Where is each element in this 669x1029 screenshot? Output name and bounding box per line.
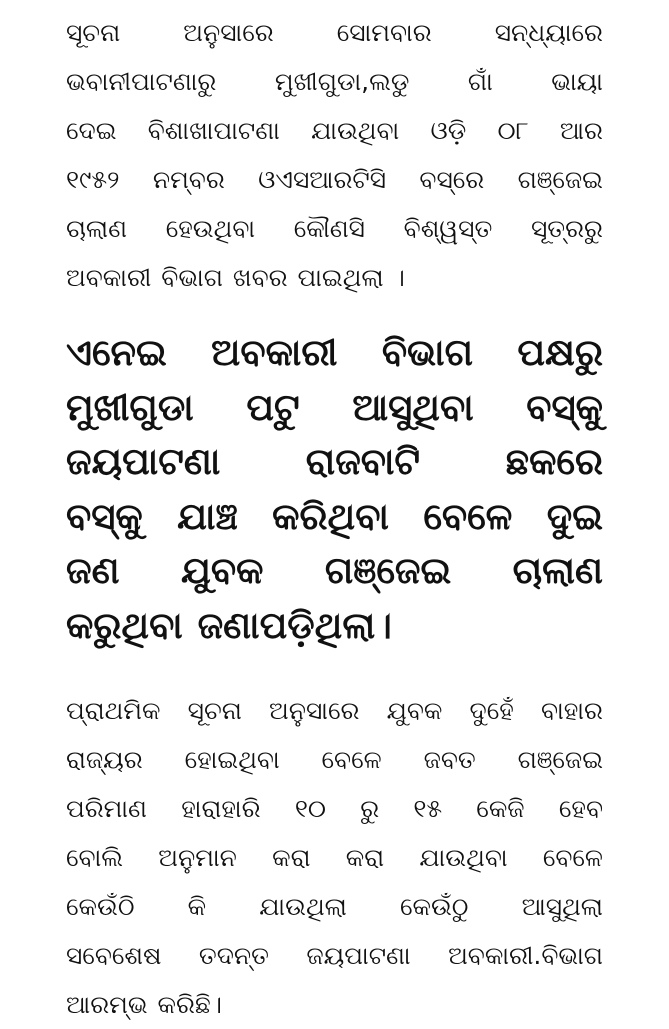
paragraph-line: ଅବକାରୀ ବିଭାଗ ଖବର ପାଇଥିଲା । bbox=[66, 263, 405, 292]
paragraph-line: ୧୯୫୨ ନମ୍ବର ଓଏସଆରଟିସି ବସ୍‌ରେ ଗଞ୍ଜେଇ bbox=[66, 165, 603, 194]
paragraph-line: ବୋଲି ଅନୁମାନ କରା କରା ଯାଉଥିବା ବେଳେ bbox=[66, 843, 603, 872]
paragraph-line: ଭବାନୀପାଟଣାରୁ ମୁଖୀଗୁଡା,ଲଡୁ ଗାଁ ଭାୟା bbox=[66, 67, 603, 96]
paragraph-line: ଚାଲାଣ ହେଉଥିବା କୌଣସି ବିଶ୍ୱସ୍ତ ସୂତ୍ରରୁ bbox=[66, 214, 603, 243]
paragraph-line: ଆରମ୍ଭ କରିଛି। bbox=[66, 990, 222, 1019]
paragraph-line: ବସ୍‌କୁ ଯାଞ୍ଚ କରିଥିବା ବେଳେ ଦୁଇ bbox=[66, 494, 603, 538]
paragraph-line: ଜଣ ଯୁବକ ଗଞ୍ଜେଇ ଚାଲାଣ bbox=[66, 549, 603, 592]
paragraph-2-highlight bbox=[66, 326, 603, 653]
paragraph-line: ଏନେଇ ଅବକାରୀ ବିଭାଗ ପକ୍ଷରୁ bbox=[66, 331, 603, 374]
paragraph-line: ଦେଇ ବିଶାଖାପାଟଣା ଯାଉଥିବା ଓଡ଼ି ୦୮ ଆର bbox=[66, 116, 603, 145]
paragraph-line: ସୂଚନା ଅନୁସାରେ ସୋମବାର ସନ୍ଧ୍ୟାରେ bbox=[66, 18, 603, 47]
paragraph-3 bbox=[66, 686, 603, 1029]
paragraph-line: କେଉଁଠି କି ଯାଉଥିଲା କେଉଁଠୁ ଆସୁଥିଲା bbox=[66, 892, 603, 921]
paragraph-line: ପ୍ରାଥମିକ ସୂଚନା ଅନୁସାରେ ଯୁବକ ଦୁହେଁ ବାହାର bbox=[66, 696, 603, 725]
paragraph-line: ପରିମାଣ ହାରାହାରି ୧୦ ରୁ ୧୫ କେଜି ହେବ bbox=[66, 794, 603, 823]
paragraph-line: ରାଜ୍ୟର ହୋଇଥିବା ବେଳେ ଜବତ ଗଞ୍ଜେଇ bbox=[66, 745, 603, 774]
paragraph-1 bbox=[66, 8, 603, 302]
paragraph-line: ମୁଖୀଗୁଡା ପଟୁ ଆସୁଥିବା ବସ୍‌କୁ bbox=[66, 385, 603, 429]
paragraph-line: ସବେଶେଷ ତଦନ୍ତ ଜୟପାଟଣା ଅବକାରୀ.ବିଭାଗ bbox=[66, 941, 603, 970]
paragraph-line: ଜୟପାଟଣା ରାଜବାଟି ଛକରେ bbox=[66, 440, 603, 483]
paragraph-line: କରୁଥିବା ଜଣାପଡ଼ିଥିଲା। bbox=[66, 603, 392, 647]
